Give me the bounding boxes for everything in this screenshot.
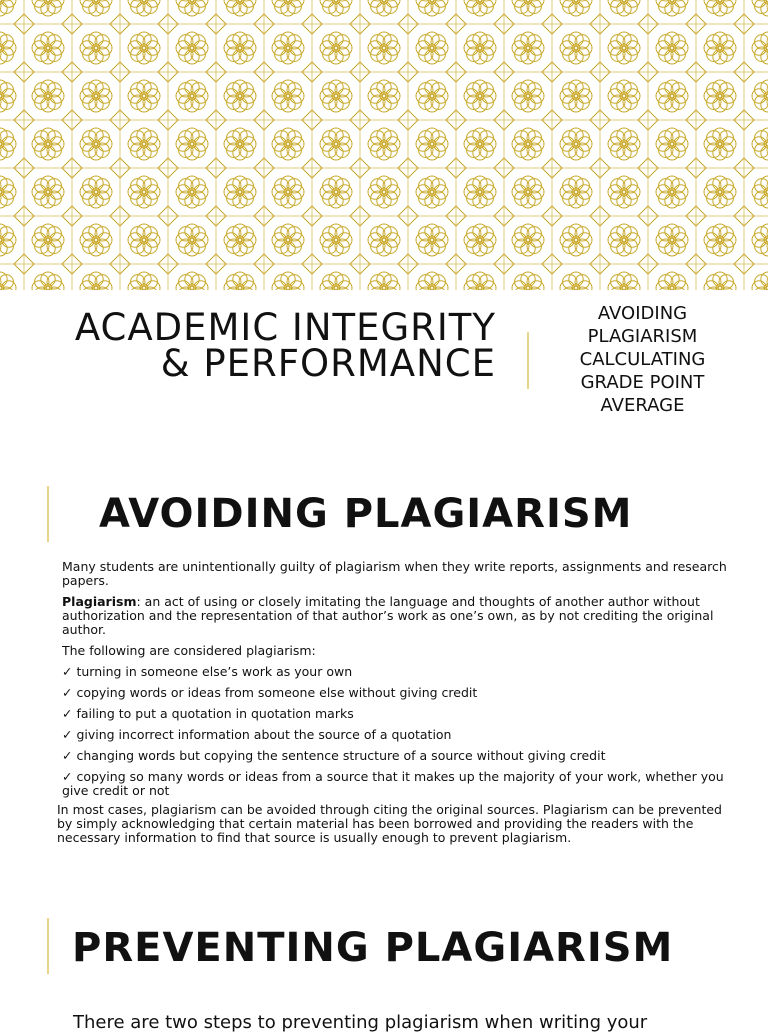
avoiding-plagiarism-slide — [0, 470, 768, 870]
list-item: ✓ giving incorrect information about the source of a quotation — [62, 728, 730, 742]
main-title-line-1: ACADEMIC INTEGRITY — [16, 310, 496, 346]
definition-paragraph — [62, 595, 730, 637]
subtitle-line: CALCULATING — [560, 348, 725, 371]
title-slide — [0, 290, 768, 450]
list-item: ✓ copying words or ideas from someone else without giving credit — [62, 686, 730, 700]
hero-pattern — [0, 0, 768, 290]
list-item: ✓ failing to put a quotation in quotation marks — [62, 707, 730, 721]
definition-term: Plagiarism — [62, 594, 136, 609]
list-intro: The following are considered plagiarism: — [62, 644, 730, 658]
list-item: ✓ copying so many words or ideas from a source that it makes up the majority of your work, whether you give credit or not — [62, 770, 730, 798]
subtitle-line: PLAGIARISM — [560, 325, 725, 348]
subtitle-line: AVERAGE — [560, 394, 725, 417]
main-title-line-2: & PERFORMANCE — [16, 346, 496, 382]
list-item: ✓ changing words but copying the sentence structure of a source without giving credit — [62, 749, 730, 763]
heading-accent-bar — [47, 918, 49, 974]
preventing-lead-text: There are two steps to preventing plagiarism when writing your — [73, 1012, 647, 1034]
title-divider — [527, 332, 529, 389]
subtitle-line: AVOIDING — [560, 302, 725, 325]
avoiding-heading: AVOIDING PLAGIARISM — [99, 490, 632, 538]
subtitle-line: GRADE POINT — [560, 371, 725, 394]
list-item: ✓ turning in someone else’s work as your own — [62, 665, 730, 679]
avoiding-body — [62, 560, 730, 852]
main-title — [16, 310, 496, 382]
closing-paragraph: In most cases, plagiarism can be avoided through citing the original sources. Plagiarism can be prevented by simply acknowledging that certain material has been borrowed and providing the readers with the necessary information to find that source is usually enough to prevent plagiarism. — [57, 803, 730, 845]
preventing-heading: PREVENTING PLAGIARISM — [72, 924, 673, 972]
gold-pattern-image — [0, 0, 768, 290]
preventing-plagiarism-slide — [0, 910, 768, 1024]
heading-accent-bar — [47, 486, 49, 542]
definition-text: : an act of using or closely imitating the language and thoughts of another author without authorization and the representation of that author’s work as one’s own, as by not crediting the original author. — [62, 594, 713, 637]
intro-paragraph: Many students are unintentionally guilty of plagiarism when they write reports, assignments and research papers. — [62, 560, 730, 588]
subtitle — [560, 302, 725, 417]
